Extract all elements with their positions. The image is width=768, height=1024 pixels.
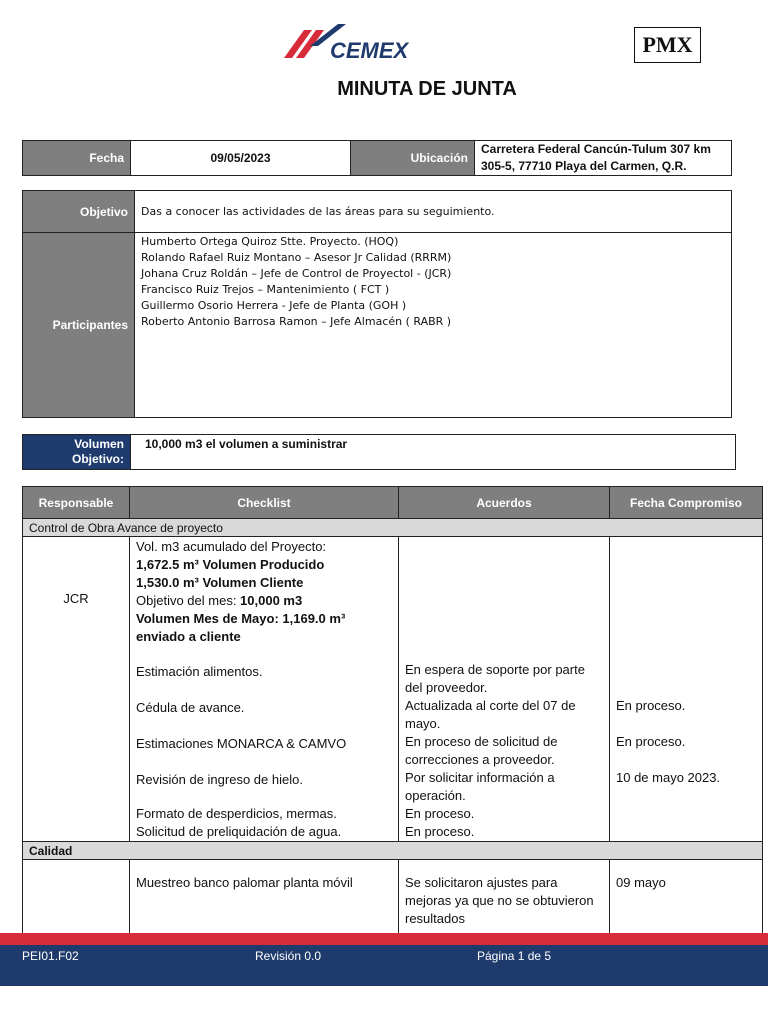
meeting-info-table [22,140,732,176]
footer-revision: Revisión 0.0 [255,949,322,963]
participante-item: Rolando Rafael Ruiz Montano – Asesor Jr Calidad (RRRM) [141,251,452,264]
checklist-item: Formato de desperdicios, mermas. [136,806,337,821]
calidad-checklist-cell: Muestreo banco palomar planta móvil [130,860,399,970]
participante-item: Humberto Ortega Quiroz Stte. Proyecto. (HOQ) [141,235,399,248]
vol-line: Volumen Mes de Mayo: 1,169.0 m³ [136,611,346,626]
acuerdo-item: En espera de soporte por parte del proveedor. [405,662,585,695]
participante-item: Guillermo Osorio Herrera - Jefe de Planta (GOH ) [141,299,407,312]
fecha-item: En proceso. [616,734,686,749]
fecha-cell [610,537,763,842]
volumen-label [23,435,131,470]
section-calidad: Calidad [23,842,763,860]
acuerdo-item: En proceso. [405,806,475,821]
cemex-logo [282,24,427,62]
checklist-item: Cédula de avance. [136,700,245,715]
volumen-label-line2: Objetivo: [71,452,124,466]
ubicacion-label: Ubicación [351,141,475,176]
vol-line: Vol. m3 acumulado del Proyecto: [136,539,327,554]
acuerdos-cell [399,537,610,842]
checklist-cell [130,537,399,842]
participantes-label: Participantes [23,233,135,418]
acuerdo-item: Actualizada al corte del 07 de mayo. [405,698,576,731]
volumen-objetivo-table [22,434,736,470]
brand-wordmark: CEMEX [330,38,409,62]
objetivo-participantes-table [22,190,732,418]
objetivo-value: Das a conocer las actividades de las áreas para su seguimiento. [135,191,732,233]
checklist-item: Revisión de ingreso de hielo. [136,772,303,787]
acuerdo-item: En proceso de solicitud de correcciones a proveedor. [405,734,558,767]
vol-line: 1,672.5 m³ Volumen Producido [136,557,325,572]
participantes-list [135,233,732,418]
checklist-item: Estimaciones MONARCA & CAMVO [136,736,347,751]
page-title: MINUTA DE JUNTA [337,78,517,100]
checklist-table [22,486,763,970]
participante-item: Roberto Antonio Barrosa Ramon – Jefe Almacén ( RABR ) [141,315,452,328]
calidad-fecha-cell: 09 mayo [610,860,763,970]
volumen-value: 10,000 m3 el volumen a suministrar [131,435,736,470]
checklist-item: Solicitud de preliquidación de agua. [136,824,342,839]
acuerdo-item: En proceso. [405,824,475,839]
objetivo-label: Objetivo [23,191,135,233]
volumen-label-line1: Volumen [74,437,124,451]
header-responsable: Responsable [23,487,130,519]
vol-line [136,592,392,610]
vol-objetivo-label: Objetivo del mes: [136,593,241,608]
fecha-item: 10 de mayo 2023. [616,770,721,785]
vol-objetivo-value: 10,000 m3 [240,593,303,608]
calidad-acuerdo-cell: Se solicitaron ajustes para mejoras ya que no se obtuvieron resultados [399,860,610,970]
pmx-stamp: PMX [634,27,701,63]
footer [0,945,768,986]
responsable-cell: JCR [23,537,130,842]
vol-line: enviado a cliente [136,629,241,644]
fecha-value: 09/05/2023 [131,141,351,176]
checklist-item: Estimación alimentos. [136,664,263,679]
header-fecha-compromiso: Fecha Compromiso [610,487,763,519]
vol-line: 1,530.0 m³ Volumen Cliente [136,575,304,590]
fecha-item: En proceso. [616,698,686,713]
footer-red-band [0,933,768,945]
footer-page: Página 1 de 5 [477,949,552,963]
header-checklist: Checklist [130,487,399,519]
footer-code: PEI01.F02 [22,949,79,963]
acuerdo-item: Por solicitar información a operación. [405,770,555,803]
ubicacion-value: Carretera Federal Cancún-Tulum 307 km 305-5, 77710 Playa del Carmen, Q.R. [475,141,732,176]
participante-item: Johana Cruz Roldán – Jefe de Control de Proyectol - (JCR) [141,267,452,280]
section-control-obra: Control de Obra Avance de proyecto [23,519,763,537]
participante-item: Francisco Ruiz Trejos – Mantenimiento ( FCT ) [141,283,390,296]
fecha-label: Fecha [23,141,131,176]
header-acuerdos: Acuerdos [399,487,610,519]
